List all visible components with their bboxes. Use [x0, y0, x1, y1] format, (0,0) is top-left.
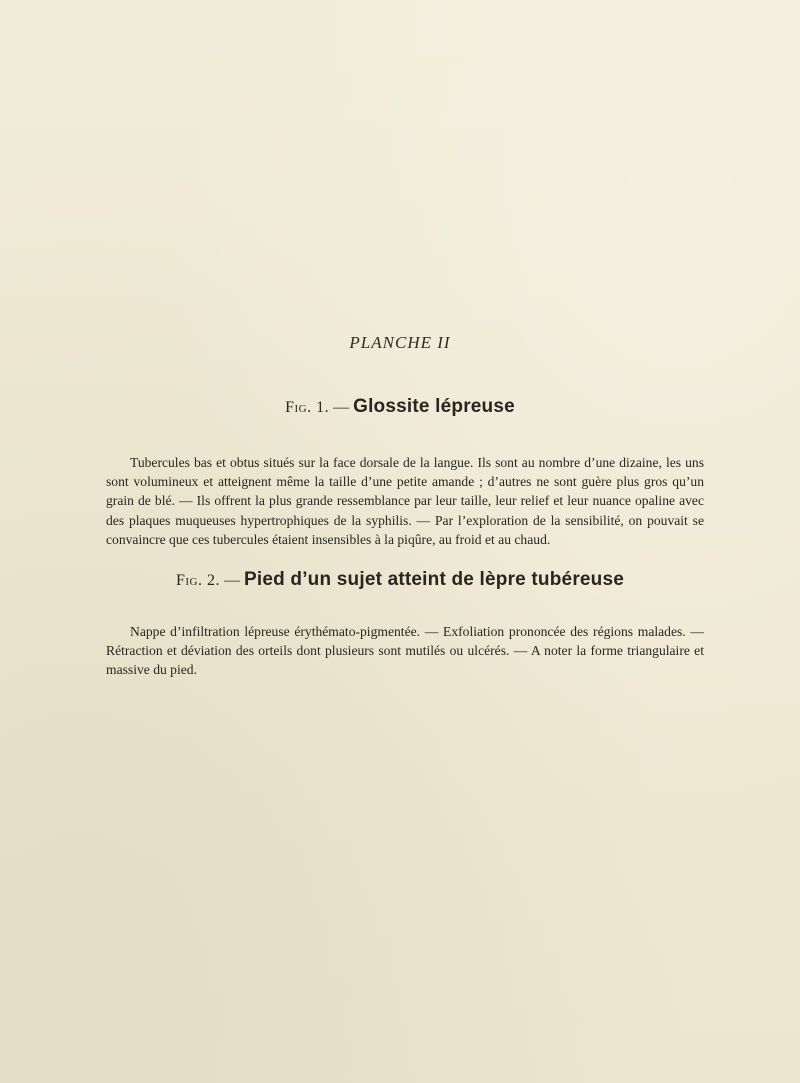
figure-1-label: Fig. 1.: [285, 399, 330, 416]
plate-title: PLANCHE II: [349, 333, 451, 352]
figure-1-separator: —: [333, 399, 350, 416]
figure-2-heading: [0, 569, 800, 591]
figure-2-title: Pied d’un sujet atteint de lèpre tubéreuse: [243, 569, 625, 590]
figure-1-heading: [0, 396, 800, 418]
figure-2-separator: —: [223, 572, 240, 589]
figure-2-label: Fig. 2.: [175, 572, 220, 589]
figure-1-description: Tubercules bas et obtus situés sur la face dorsale de la langue. Ils sont au nombre d’une dizaine, les uns sont volumineux et atteignent même la taille d’une petite amande ; d’autres ne sont guère plus gros qu’un grain de blé. — Ils offrent la plus grande ressemblance par leur taille, leur relief et leur nuance opaline avec des plaques muqueuses hypertrophiques de la syphilis. — Par l’exploration de la sensibilité, on pouvait se convaincre que ces tubercules étaient insensibles à la piqûre, au froid et au chaud.: [106, 455, 704, 547]
figure-2-description: Nappe d’infiltration lépreuse érythémato-pigmentée. — Exfoliation prononcée des régions malades. — Rétraction et déviation des orteils dont plusieurs sont mutilés ou ulcérés. — A noter la forme triangulaire et massive du pied.: [106, 624, 704, 678]
figure-1-title: Glossite lépreuse: [353, 396, 515, 417]
